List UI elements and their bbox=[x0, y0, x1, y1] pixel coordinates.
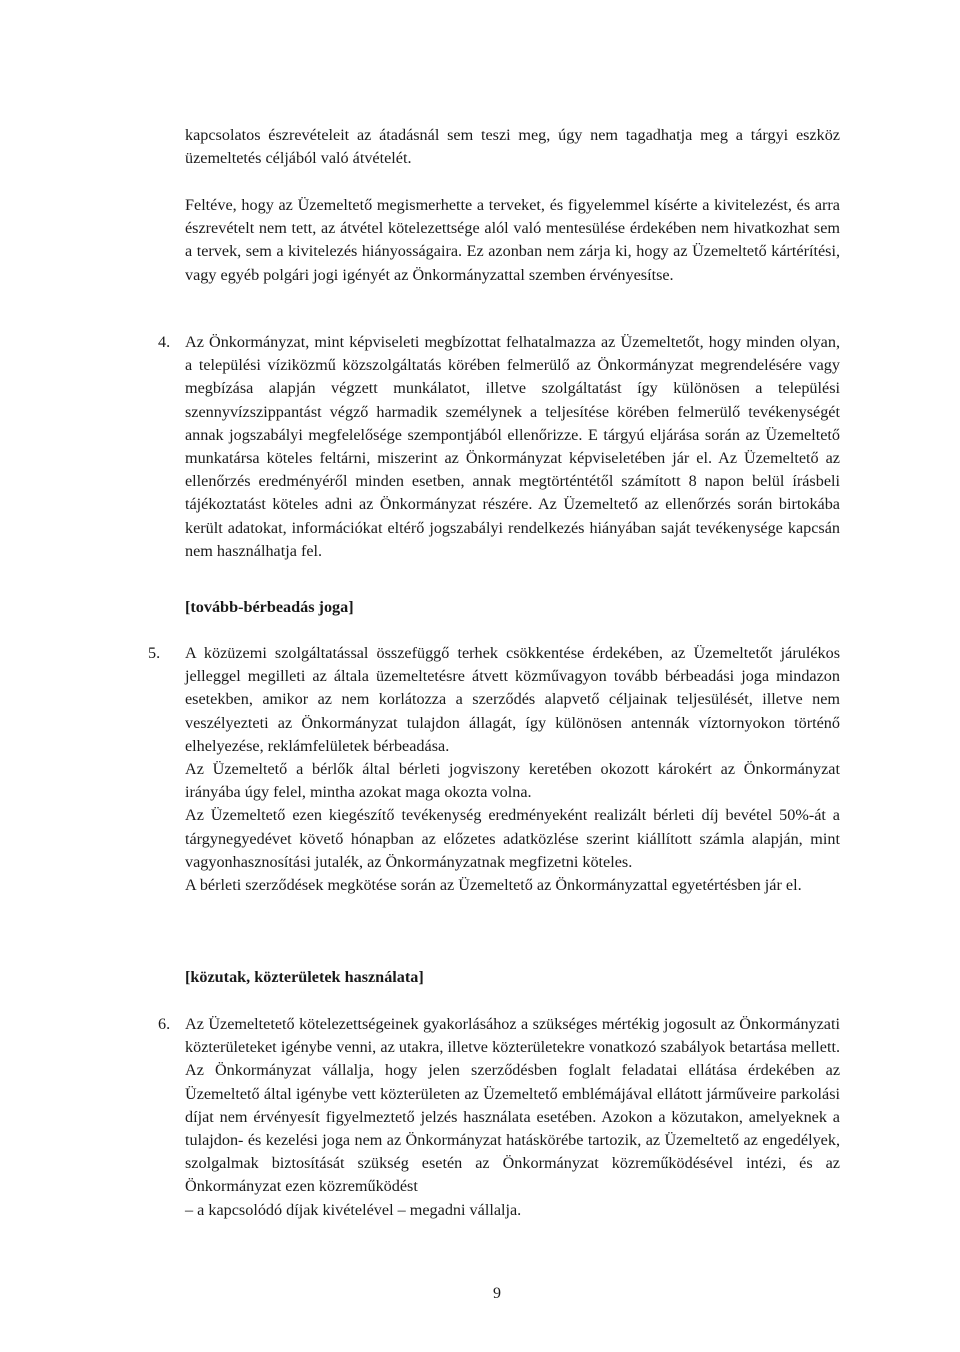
item-5-body bbox=[185, 642, 840, 897]
item-5-number: 5. bbox=[148, 644, 161, 662]
item-4-number: 4. bbox=[158, 333, 171, 351]
item-4-text: Az Önkormányzat, mint képviseleti megbízottat felhatalmazza az Üzemeltetőt, hogy minden olyan, a települési víziközmű közszolgáltatás körében felmerülő az Önkormányzat megrendelésére vagy megbízása alapján végzett munkálatot, illetve szolgáltatást így különösen a települési szennyvízszippantást végző harmadik személynek a teljesítése körében felmerülő tevékenységét annak jogszabályi megfelelősége szempontjából ellenőrizze. E tárgyú eljárása során az Üzemeltető munkatársa köteles feltárni, miszerint az Önkormányzat képviseletében jár el. Az Üzemeltető az ellenőrzés eredményéről minden esetben, annak megtörténtétől számított 8 napon belül írásbeli tájékoztatást köteles adni az Önkormányzat részére. Az Üzemeltető az ellenőrzés során birtokába került adatokat, információkat eltérő jogszabályi rendelkezés hiányában saját tevékenysége kapcsán nem használhatja fel. bbox=[185, 333, 840, 560]
paragraph-intro: kapcsolatos észrevételeit az átadásnál sem teszi meg, úgy nem tagadhatja meg a tárgyi eszköz üzemeltetés céljából való átvételét. bbox=[185, 126, 840, 168]
item-6-text: Az Üzemeltetető kötelezettségeinek gyakorlásához a szükséges mértékig jogosult az Önkormányzati közterületeket igénybe venni, az utakra, illetve közterületekre vonatkozó szabályok betartása mellett. Az Önkormányzat vállalja, hogy jelen szerződésben foglalt feladatai ellátása érdekében az Üzemeltető által igénybe vett közterületen az Üzemeltető emblémájával ellátott járműveire parkolási díjat nem érvényesít figyelmeztető jelzés használata esetében. Azokon a közutakon, amelyeknek a tulajdon- és kezelési joga nem az Önkormányzat hatáskörébe tartozik, az Üzemeltető az engedélyek, szolgalmak biztosítását szükség esetén az Önkormányzat közreműködésével intézi, és az Önkormányzat ezen közreműködést bbox=[185, 1015, 840, 1196]
item-5-paragraph-4: A bérleti szerződések megkötése során az Üzemeltető az Önkormányzattal egyetértésben jár el. bbox=[185, 876, 802, 895]
item-5-paragraph-3: Az Üzemeltető ezen kiegészítő tevékenység eredményeként realizált bérleti díj bevétel 50%-át a tárgynegyedévet követő hónapban az előzetes adatközlése szerint kiállított számla alapján, mint vagyonhasznosítási jutalék, az Önkormányzatnak megfizetni köteles. bbox=[185, 806, 840, 871]
paragraph-felteve-part-1: Feltéve, hogy az Üzemeltető megismerhette a terveket, és figyelemmel kísérte a kivitelezést, és arra észrevételt nem tett, az átvétel kötelezettsége alól való mentesülése érdekében nem hivatkozhat sem a tervek, sem a kivitelezés hiányosságaira. bbox=[185, 196, 840, 261]
item-6-number: 6. bbox=[158, 1015, 171, 1033]
item-6-last-line: – a kapcsolódó díjak kivételével – megadni vállalja. bbox=[185, 1200, 522, 1219]
heading-tovabb-berbeadas: [tovább-bérbeadás joga] bbox=[185, 598, 354, 616]
item-6-body bbox=[185, 1013, 840, 1222]
item-5-paragraph-1: A közüzemi szolgáltatással összefüggő terhek csökkentése érdekében, az Üzemeltetőt járulékos jelleggel megilleti az általa üzemeltetésre átvett közművagyon tovább bérbeadási joga mindazon esetekben, amikor az nem korlátozza a szerződés alapvető céljainak teljesülését, illetve nem veszélyezteti az Önkormányzat tulajdon állagát, így különösen antennák víztornyokon történő elhelyezése, reklámfelületek bérbeadása. bbox=[185, 644, 840, 755]
paragraph-felteve bbox=[185, 194, 840, 287]
paragraph-felteve-part-2: Ez azonban nem zárja ki, hogy az Üzemeltető kártérítési, vagy egyéb polgári jogi igényét az Önkormányzattal szemben érvényesítse. bbox=[185, 242, 840, 284]
page-number: 9 bbox=[493, 1285, 501, 1302]
heading-kozutak: [közutak, közterületek használata] bbox=[185, 968, 424, 986]
item-5-paragraph-2: Az Üzemeltető a bérlők által bérleti jogviszony keretében okozott károkért az Önkormányzat irányába úgy felel, mintha azokat maga okozta volna. bbox=[185, 760, 840, 802]
